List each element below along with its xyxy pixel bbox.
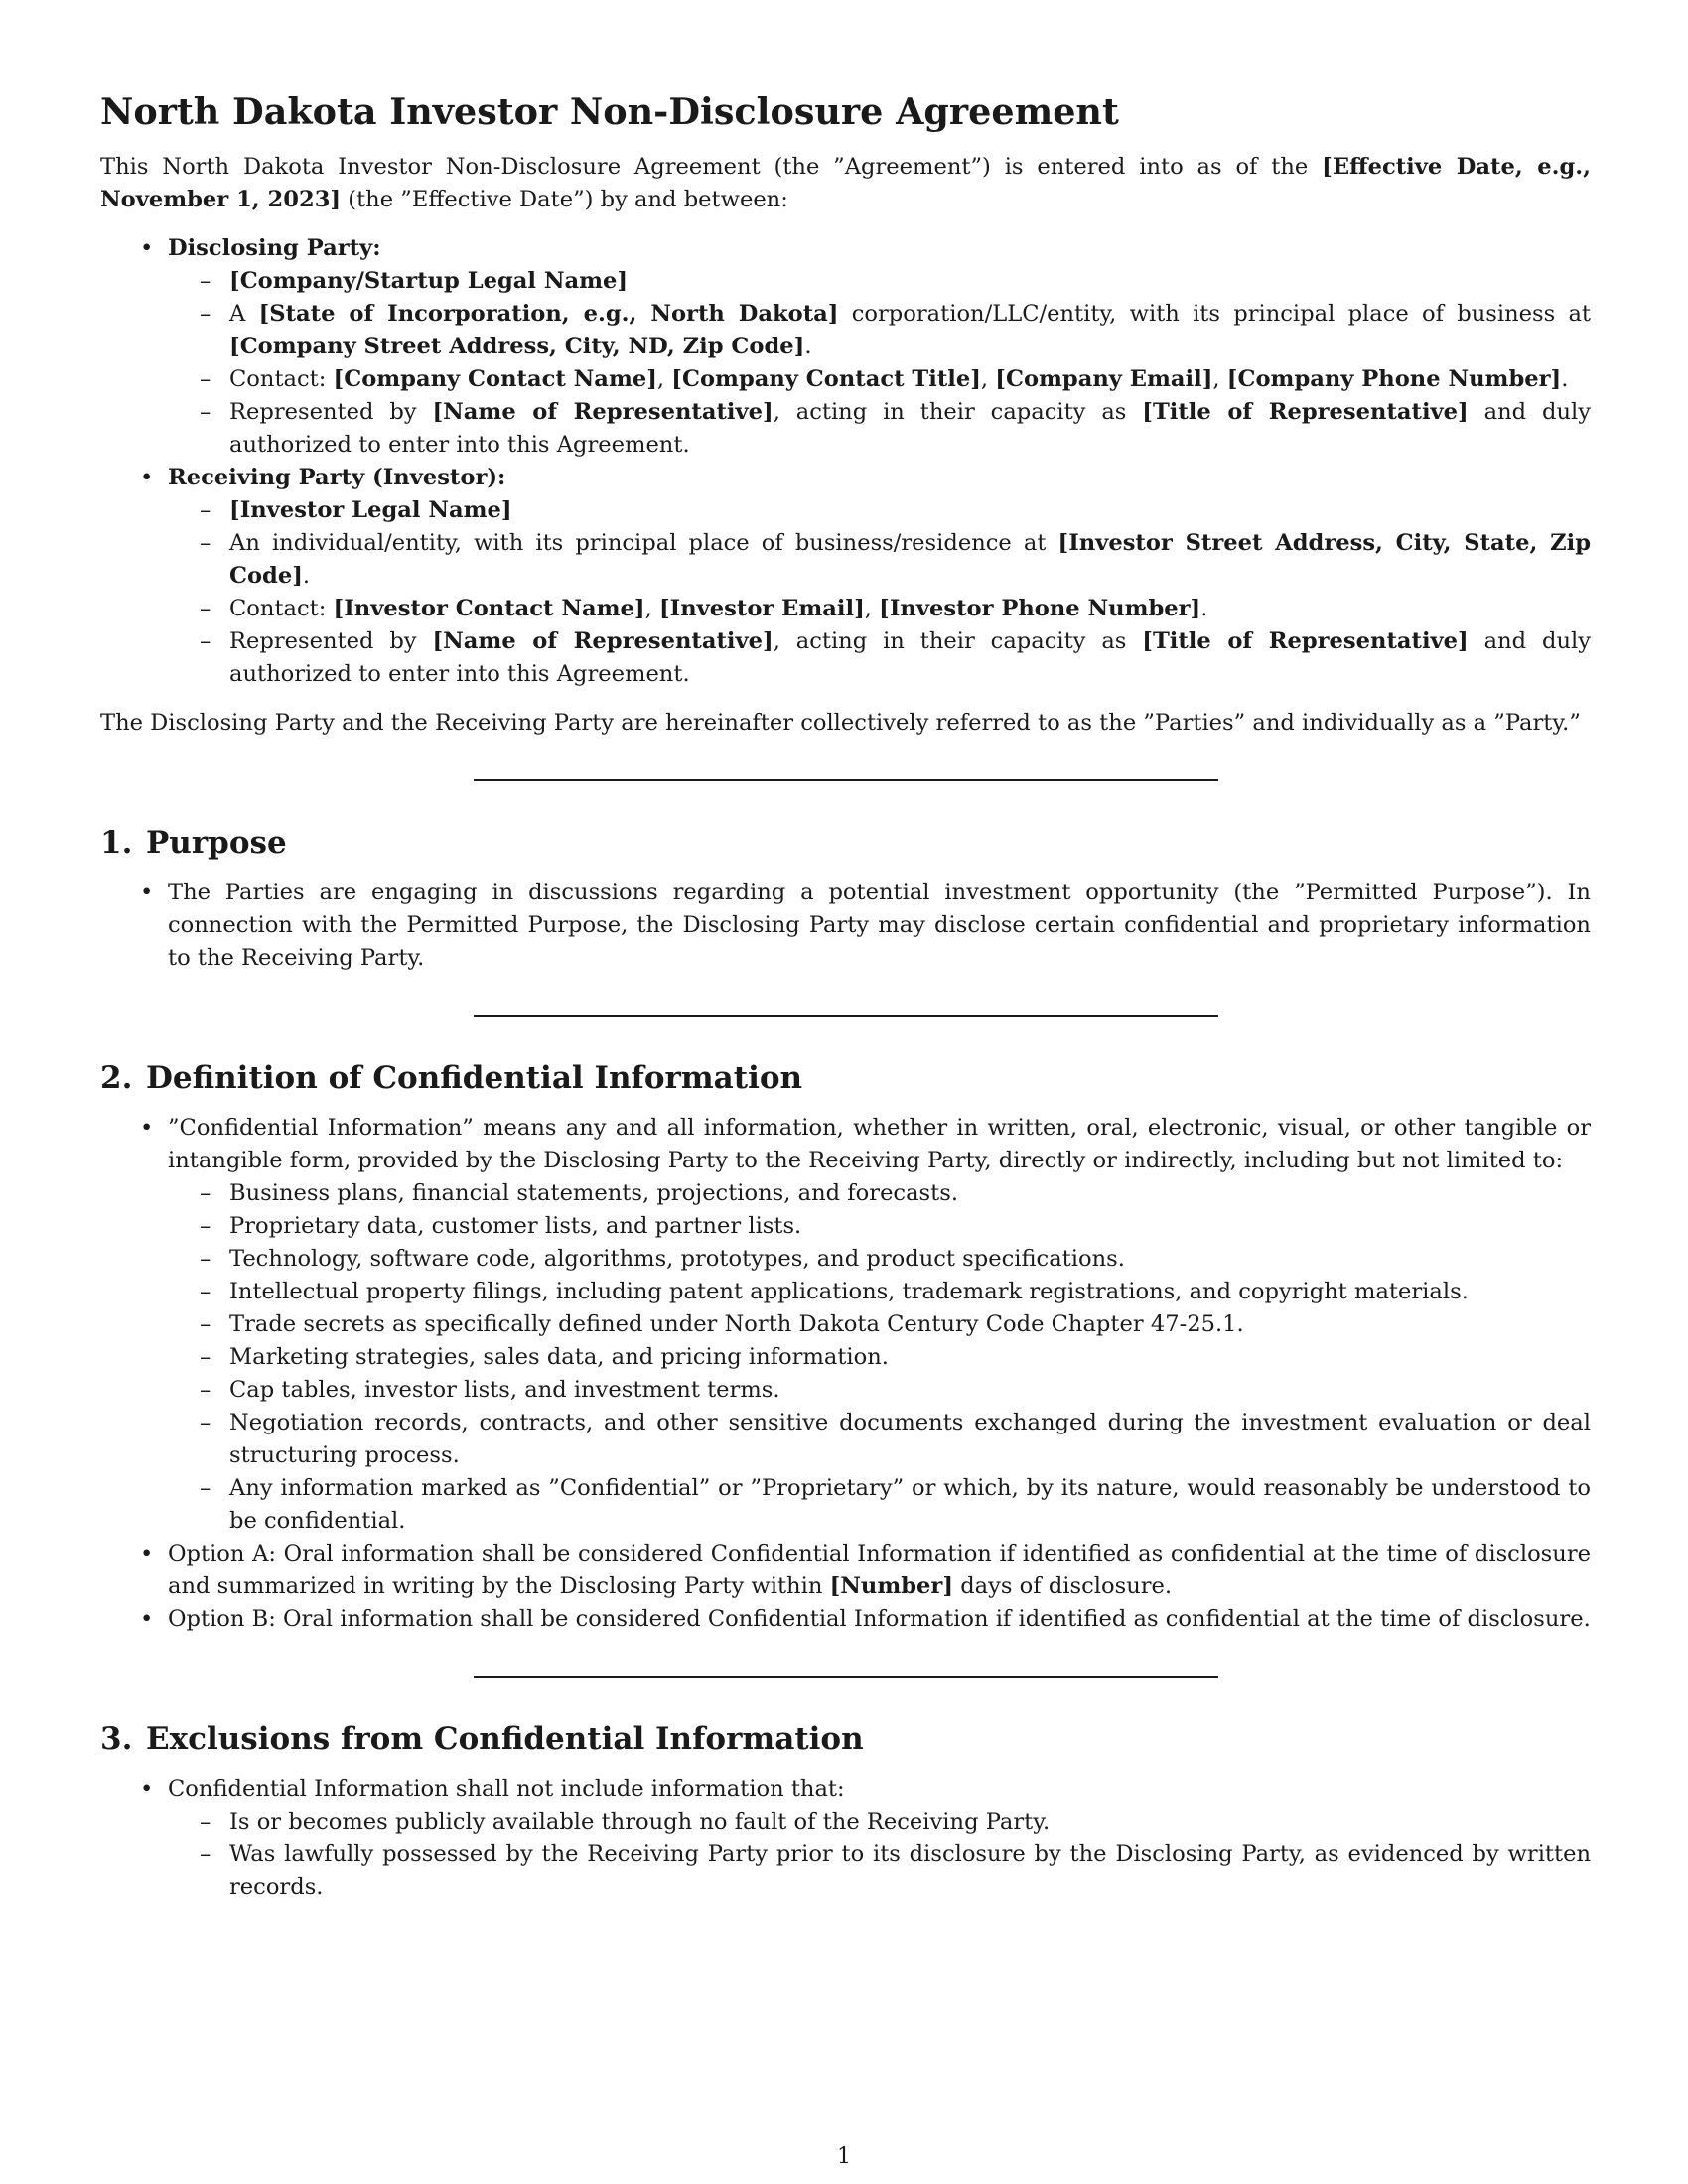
sublist-item: – Marketing strategies, sales data, and pricing information. bbox=[229, 1341, 1591, 1374]
disclosing-party-contact: – Contact: [Company Contact Name], [Company Contact Title], [Company Email], [Company Phone Number]. bbox=[229, 363, 1591, 396]
company-email-placeholder: [Company Email] bbox=[995, 366, 1213, 392]
section-heading bbox=[100, 821, 1591, 865]
investor-email-placeholder: [Investor Email] bbox=[658, 596, 865, 621]
disclosing-party-state: – A [State of Incorporation, e.g., North Dakota] corporation/LLC/entity, with its principal place of business at [Company Street Address, City, ND, Zip Code]. bbox=[229, 298, 1591, 363]
page-number: 1 bbox=[837, 2144, 851, 2169]
list-item bbox=[168, 1112, 1591, 1538]
receiving-party-heading: Receiving Party (Investor): bbox=[168, 465, 506, 490]
disclosing-party-name bbox=[229, 265, 1591, 298]
intro-text-end: (the ”Effective Date”) by and between: bbox=[341, 187, 788, 212]
receiving-party-details bbox=[168, 494, 1591, 691]
section-number: 1. bbox=[100, 825, 133, 861]
section-list bbox=[100, 877, 1591, 975]
section-heading bbox=[100, 1717, 1591, 1761]
list-item: • The Parties are engaging in discussions regarding a potential investment opportunity (the ”Permitted Purpose”). In connection with the Permitted Purpose, the Disclosing Party may disclose certain confidential and proprietary information to the Receiving Party. bbox=[168, 877, 1591, 975]
receiving-party-item bbox=[168, 462, 1591, 691]
document-page bbox=[100, 87, 1591, 1904]
option-a-item: • Option A: Oral information shall be considered Confidential Information if identified as confidential at the time of disclosure and summarized in writing by the Disclosing Party within [Number] days of disclosure. bbox=[168, 1538, 1591, 1603]
disclosing-party-heading: Disclosing Party: bbox=[168, 235, 381, 261]
receiving-party-address: – An individual/entity, with its principal place of business/residence at [Investor Street Address, City, State, Zip Code]. bbox=[229, 527, 1591, 593]
sublist-item: – Proprietary data, customer lists, and partner lists. bbox=[229, 1210, 1591, 1243]
company-phone-placeholder: [Company Phone Number] bbox=[1226, 366, 1562, 392]
document-title: North Dakota Investor Non-Disclosure Agreement bbox=[100, 90, 1119, 133]
number-placeholder: [Number] bbox=[829, 1573, 954, 1599]
intro-paragraph bbox=[100, 151, 1591, 216]
state-placeholder: [State of Incorporation, e.g., North Dakota] bbox=[258, 301, 839, 327]
sublist-item: – Was lawfully possessed by the Receiving Party prior to its disclosure by the Disclosing Party, as evidenced by written records. bbox=[229, 1839, 1591, 1904]
section-list bbox=[100, 1773, 1591, 1904]
investor-contact-name-placeholder: [Investor Contact Name] bbox=[333, 596, 645, 621]
sublist-item: – Business plans, financial statements, projections, and forecasts. bbox=[229, 1177, 1591, 1210]
sublist-item: – Technology, software code, algorithms, prototypes, and product specifications. bbox=[229, 1243, 1591, 1276]
receiving-party-representative: – Represented by [Name of Representative], acting in their capacity as [Title of Representative] and duly authorized to enter into this Agreement. bbox=[229, 625, 1591, 691]
exclusions-sublist bbox=[168, 1806, 1591, 1904]
parties-list bbox=[100, 232, 1591, 691]
company-contact-name-placeholder: [Company Contact Name] bbox=[333, 366, 657, 392]
company-name-placeholder: [Company/Startup Legal Name] bbox=[229, 268, 629, 294]
section-title: Definition of Confidential Information bbox=[146, 1060, 803, 1096]
sublist-item: – Is or becomes publicly available through no fault of the Receiving Party. bbox=[229, 1806, 1591, 1839]
section-number: 3. bbox=[100, 1721, 133, 1757]
disclosing-party-details bbox=[168, 265, 1591, 462]
list-item: • Confidential Information shall not include information that: – Is or becomes publicly available through no fault of the Receiving Party. – Was lawfully possessed by the Receiving Party prior to its disclosure by the Disclosing Party, as evidenced by written records. bbox=[168, 1773, 1591, 1904]
investor-address-placeholder: [Investor Street Address, City, State, Zip Code] bbox=[229, 530, 1591, 589]
company-contact-title-placeholder: [Company Contact Title] bbox=[671, 366, 981, 392]
company-address-placeholder: [Company Street Address, City, ND, Zip Code] bbox=[229, 334, 805, 359]
section-purpose bbox=[100, 821, 1591, 975]
definition-sublist bbox=[168, 1177, 1591, 1538]
option-b-item: • Option B: Oral information shall be considered Confidential Information if identified as confidential at the time of disclosure. bbox=[168, 1603, 1591, 1636]
representative-name-placeholder: [Name of Representative] bbox=[432, 628, 774, 654]
section-divider bbox=[474, 779, 1218, 781]
sublist-item: – Trade secrets as specifically defined under North Dakota Century Code Chapter 47-25.1. bbox=[229, 1308, 1591, 1341]
sublist-item: – Cap tables, investor lists, and investment terms. bbox=[229, 1374, 1591, 1407]
investor-name-placeholder: [Investor Legal Name] bbox=[229, 497, 512, 523]
investor-phone-placeholder: [Investor Phone Number] bbox=[879, 596, 1201, 621]
disclosing-party-representative: – Represented by [Name of Representative], acting in their capacity as [Title of Representative] and duly authorized to enter into this Agreement. bbox=[229, 396, 1591, 462]
sublist-item: – Intellectual property filings, including patent applications, trademark registrations, and copyright materials. bbox=[229, 1276, 1591, 1308]
definition-text: ”Confidential Information” means any and all information, whether in written, oral, electronic, visual, or other tangible or intangible form, provided by the Disclosing Party to the Receiving Party, directly or indirectly, including but not limited to: bbox=[168, 1115, 1591, 1173]
section-exclusions bbox=[100, 1717, 1591, 1904]
receiving-party-contact: – Contact: [Investor Contact Name], [Investor Email], [Investor Phone Number]. bbox=[229, 593, 1591, 625]
effective-date-placeholder: [Effective Date, e.g., November 1, 2023] bbox=[100, 154, 1592, 212]
section-list bbox=[100, 1112, 1591, 1636]
section-divider bbox=[474, 1015, 1218, 1017]
section-definition bbox=[100, 1056, 1591, 1636]
sublist-item: – Negotiation records, contracts, and other sensitive documents exchanged during the investment evaluation or deal structuring process. bbox=[229, 1407, 1591, 1472]
section-title: Exclusions from Confidential Information bbox=[146, 1721, 864, 1757]
section-title: Purpose bbox=[146, 825, 287, 861]
section-heading bbox=[100, 1056, 1591, 1100]
section-number: 2. bbox=[100, 1060, 133, 1096]
receiving-party-name bbox=[229, 494, 1591, 527]
parties-note: The Disclosing Party and the Receiving Party are hereinafter collectively referred to as the ”Parties” and individually as a ”Party.” bbox=[100, 710, 1581, 736]
section-divider bbox=[474, 1676, 1218, 1678]
representative-name-placeholder: [Name of Representative] bbox=[432, 399, 774, 425]
representative-title-placeholder: [Title of Representative] bbox=[1142, 628, 1469, 654]
intro-text: This North Dakota Investor Non-Disclosure Agreement (the ”Agreement”) is entered into as of the bbox=[100, 154, 1323, 180]
disclosing-party-item bbox=[168, 232, 1591, 462]
sublist-item: – Any information marked as ”Confidential” or ”Proprietary” or which, by its nature, would reasonably be understood to be confidential. bbox=[229, 1472, 1591, 1538]
representative-title-placeholder: [Title of Representative] bbox=[1142, 399, 1469, 425]
